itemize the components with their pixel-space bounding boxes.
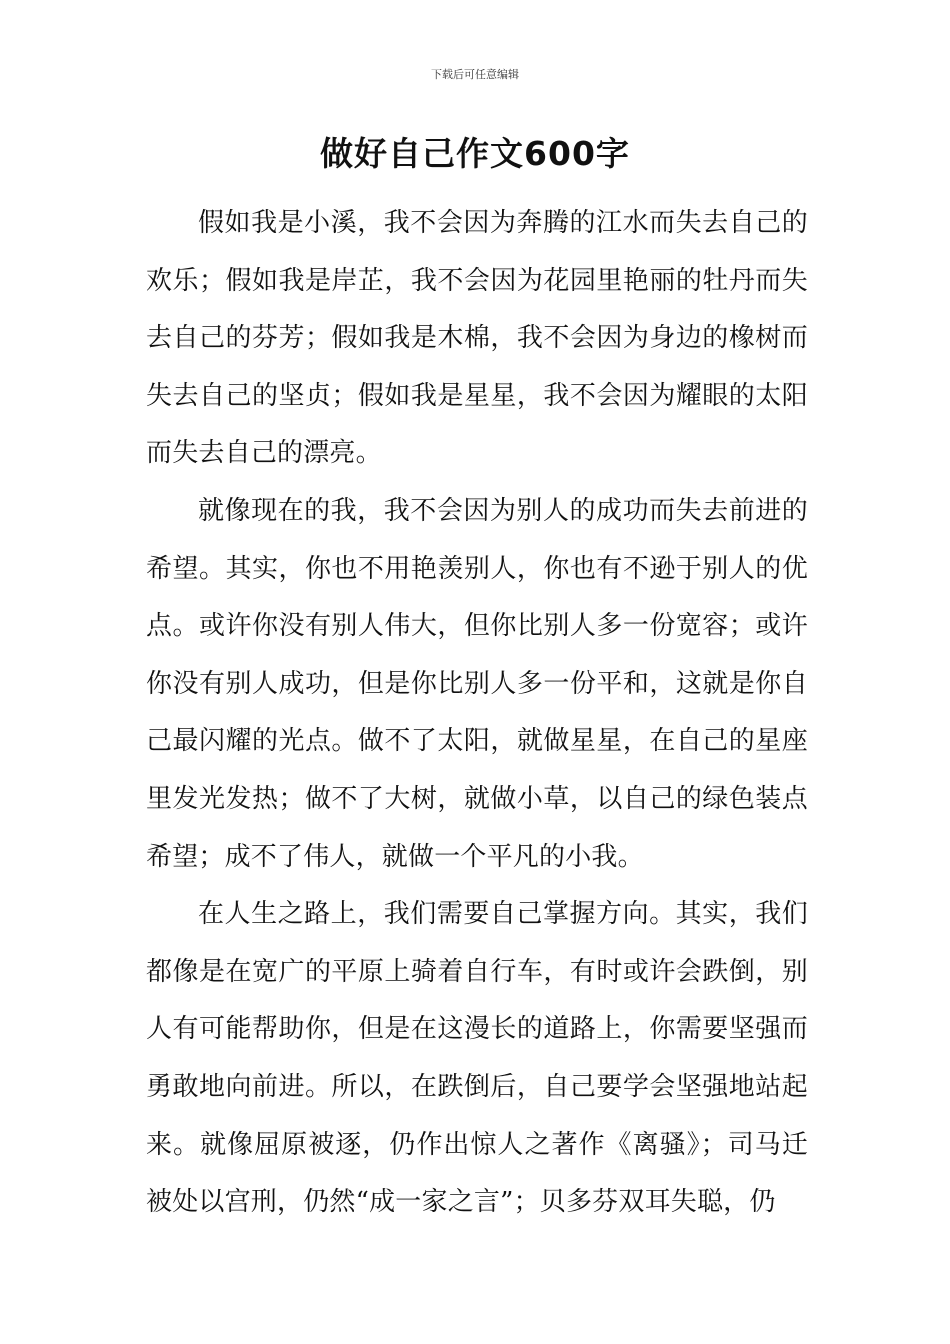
paragraph-3: 在人生之路上，我们需要自己掌握方向。其实，我们都像是在宽广的平原上骑着自行车，有时或许会跌倒，别人有可能帮助你，但是在这漫长的道路上，你需要坚强而勇敢地向前进。所以，在跌倒后，自己要学会坚强地站起来。就像屈原被逐，仍作出惊人之著作《离骚》；司马迁被处以宫刑，仍然“成一家之言”；贝多芬双耳失聪，仍 — [146, 899, 808, 1218]
paragraph-2: 就像现在的我，我不会因为别人的成功而失去前进的希望。其实，你也不用艳羡别人，你也有不逊于别人的优点。或许你没有别人伟大，但你比别人多一份宽容；或许你没有别人成功，但是你比别人多一份平和，这就是你自己最闪耀的光点。做不了太阳，就做星星，在自己的星座里发光发热；做不了大树，就做小草，以自己的绿色装点希望；成不了伟人，就做一个平凡的小我。 — [146, 495, 808, 872]
document-title: 做好自己作文600字 — [320, 134, 630, 173]
header-note: 下载后可任意编辑 — [431, 68, 519, 81]
paragraph-1: 假如我是小溪，我不会因为奔腾的江水而失去自己的欢乐；假如我是岸芷，我不会因为花园里艳丽的牡丹而失去自己的芬芳；假如我是木棉，我不会因为身边的橡树而失去自己的坚贞；假如我是星星，我不会因为耀眼的太阳而失去自己的漂亮。 — [146, 208, 808, 469]
document-body — [146, 195, 808, 1232]
